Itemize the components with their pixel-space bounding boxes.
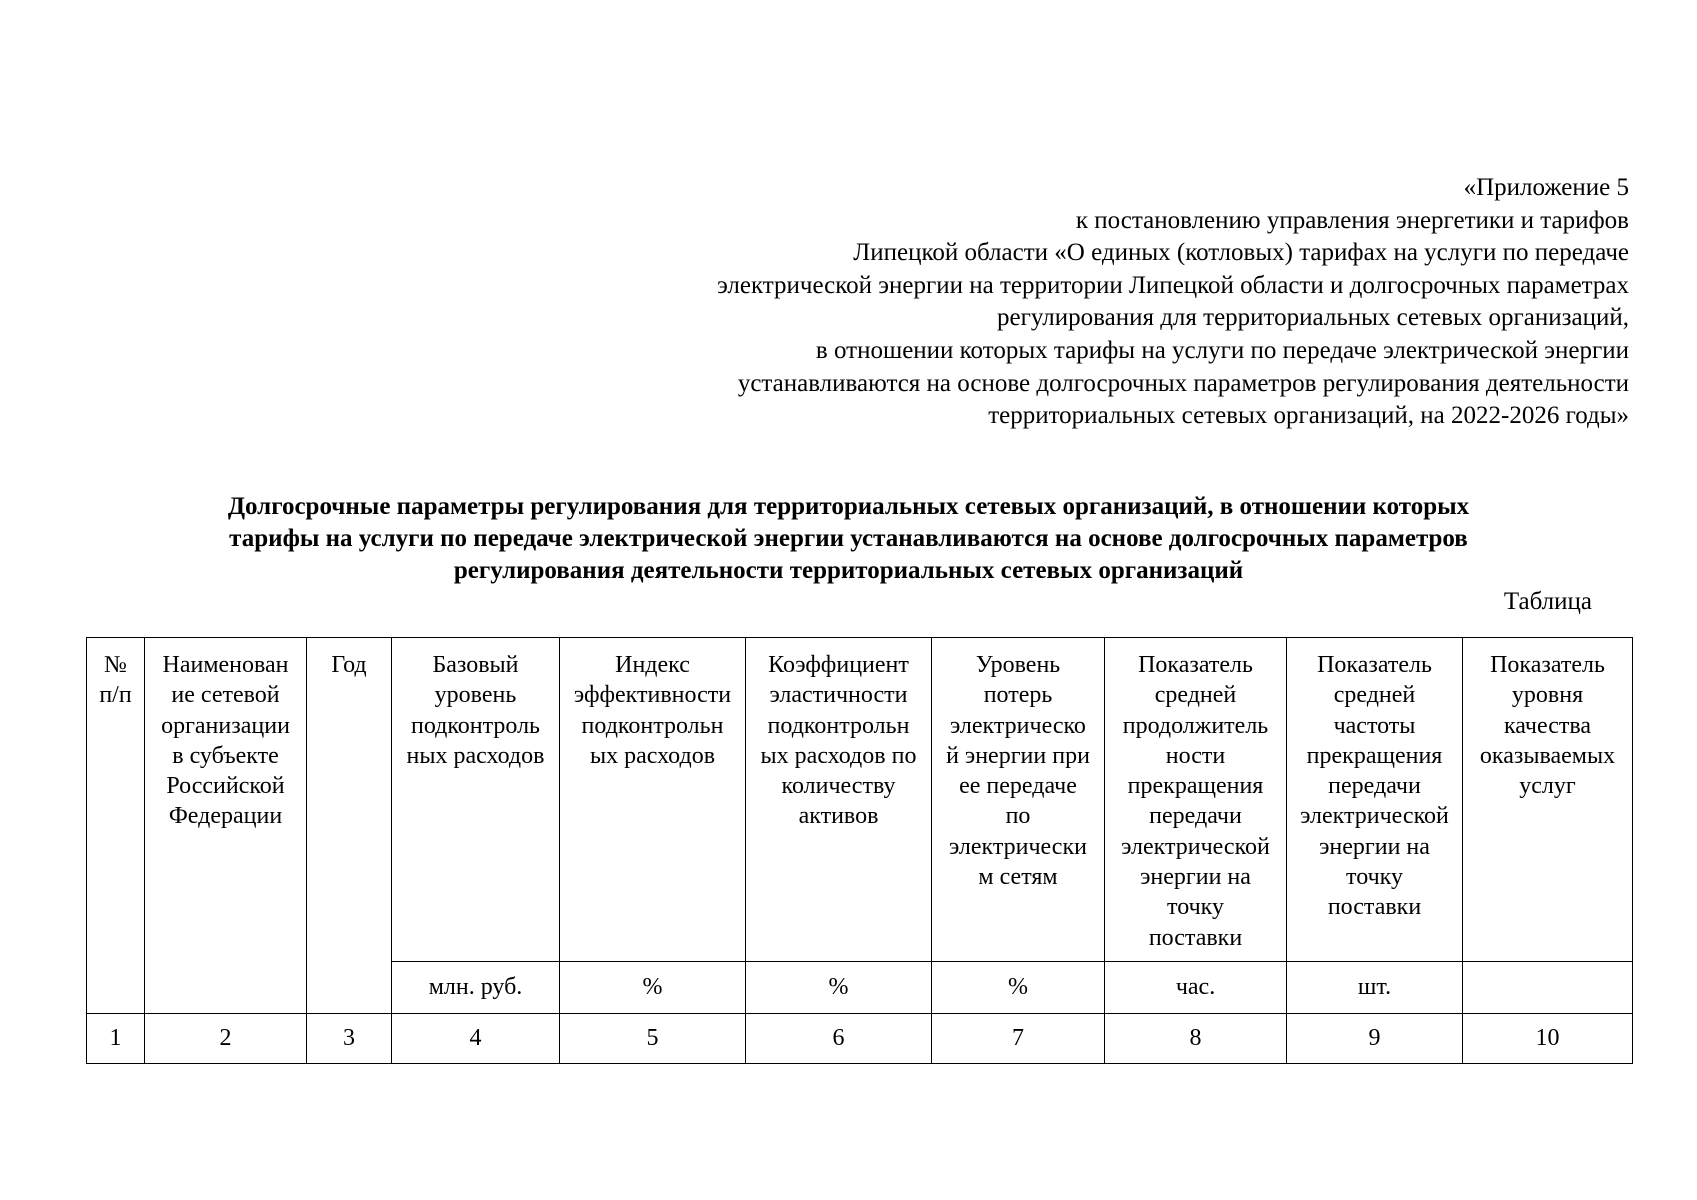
header-line: подконтроль xyxy=(410,712,541,739)
column-number-cell: 1 xyxy=(87,1014,145,1064)
header-line: по xyxy=(1005,803,1031,830)
header-line: ее передаче xyxy=(959,773,1077,800)
header-cell-year xyxy=(307,638,392,1014)
header-line: электрическо xyxy=(950,712,1086,739)
header-line: энергии на xyxy=(1140,864,1251,891)
header-line: качества xyxy=(1503,712,1592,739)
header-line: средней xyxy=(1333,682,1416,709)
header-line: ности xyxy=(1165,742,1226,769)
appendix-line: электрической энергии на территории Липецкой области и долгосрочных параметрах xyxy=(717,271,1629,299)
header-line: передачи xyxy=(1328,773,1421,800)
header-line: Индекс xyxy=(615,652,690,678)
unit-cell xyxy=(1463,962,1633,1014)
header-line: ие сетевой xyxy=(171,682,280,709)
header-line: количеству xyxy=(781,773,896,800)
header-line: Показатель xyxy=(1490,652,1605,678)
header-line: прекращения xyxy=(1127,773,1264,800)
header-line: оказываемых xyxy=(1479,742,1616,769)
header-line: точку xyxy=(1167,894,1224,921)
column-number-cell: 6 xyxy=(746,1014,932,1064)
header-cell-elasticity-coefficient xyxy=(746,638,932,962)
header-line: услуг xyxy=(1519,773,1576,800)
header-line: поставки xyxy=(1148,924,1243,951)
header-line: передачи xyxy=(1149,803,1242,830)
header-line: прекращения xyxy=(1306,742,1443,769)
header-line: поставки xyxy=(1327,894,1422,921)
header-line: ных расходов xyxy=(406,742,545,769)
column-number-cell: 2 xyxy=(145,1014,307,1064)
header-line: частоты xyxy=(1333,712,1416,739)
header-line: ых расходов по xyxy=(760,742,917,769)
title-line: регулирования деятельности территориальных сетевых организаций xyxy=(453,557,1244,584)
header-line: Наименован xyxy=(162,652,289,678)
header-cell-number xyxy=(87,638,145,1014)
header-line: й энергии при xyxy=(946,742,1090,769)
header-cell-efficiency-index xyxy=(560,638,746,962)
header-line: организации xyxy=(161,712,290,739)
header-line: Уровень xyxy=(975,652,1061,678)
header-cell-loss-level xyxy=(932,638,1105,962)
header-line: активов xyxy=(798,803,879,830)
unit-cell: % xyxy=(746,962,932,1014)
column-number-cell: 7 xyxy=(932,1014,1105,1064)
header-line: эластичности xyxy=(769,682,908,709)
header-line: точку xyxy=(1346,864,1403,891)
column-number-cell: 8 xyxy=(1105,1014,1287,1064)
appendix-line: в отношении которых тарифы на услуги по передаче электрической энергии xyxy=(815,336,1629,364)
header-cell-service-quality xyxy=(1463,638,1633,962)
appendix-header xyxy=(717,172,1629,433)
column-number-cell: 3 xyxy=(307,1014,392,1064)
column-number-cell: 10 xyxy=(1463,1014,1633,1064)
document-title xyxy=(80,491,1617,587)
header-line: Показатель xyxy=(1138,652,1253,678)
unit-cell: млн. руб. xyxy=(392,962,560,1014)
header-line: п/п xyxy=(99,682,132,709)
title-line: Долгосрочные параметры регулирования для территориальных сетевых организаций, в отношении которых xyxy=(227,493,1470,520)
column-number-cell: 9 xyxy=(1287,1014,1463,1064)
unit-cell: шт. xyxy=(1287,962,1463,1014)
unit-cell: час. xyxy=(1105,962,1287,1014)
header-line: эффективности xyxy=(573,682,732,709)
header-line: уровень xyxy=(434,682,517,709)
header-line: Федерации xyxy=(168,803,283,830)
header-line: ых расходов xyxy=(589,742,716,769)
header-line: в субъекте xyxy=(172,742,279,769)
header-line: продолжитель xyxy=(1122,712,1269,739)
header-line: Базовый xyxy=(432,652,519,678)
column-number-cell: 4 xyxy=(392,1014,560,1064)
unit-cell: % xyxy=(560,962,746,1014)
appendix-line: «Приложение 5 xyxy=(1463,174,1629,201)
header-line: средней xyxy=(1154,682,1237,709)
column-number-cell: 5 xyxy=(560,1014,746,1064)
header-line: № xyxy=(104,652,127,678)
header-line: м сетям xyxy=(978,864,1058,891)
appendix-line: к постановлению управления энергетики и тарифов xyxy=(1075,206,1629,234)
header-line: электрической xyxy=(1300,803,1449,830)
header-cell-base-expenses xyxy=(392,638,560,962)
appendix-line: территориальных сетевых организаций, на 2022-2026 годы» xyxy=(988,402,1629,430)
header-line: подконтрольн xyxy=(767,712,910,739)
header-line: Российской xyxy=(166,773,285,800)
header-line: электрической xyxy=(1121,833,1270,860)
appendix-line: Липецкой области «О единых (котловых) тарифах на услуги по передаче xyxy=(853,239,1629,267)
header-line: уровня xyxy=(1511,682,1584,709)
table-label: Таблица xyxy=(1503,588,1592,615)
appendix-line: устанавливаются на основе долгосрочных параметров регулирования деятельности xyxy=(737,369,1629,397)
header-cell-organization xyxy=(145,638,307,1014)
header-line: подконтрольн xyxy=(581,712,724,739)
header-cell-interruption-duration xyxy=(1105,638,1287,962)
header-line: энергии на xyxy=(1319,833,1430,860)
parameters-table xyxy=(86,637,1633,1064)
header-cell-interruption-frequency xyxy=(1287,638,1463,962)
header-line: электрически xyxy=(949,833,1087,860)
header-line: Год xyxy=(331,652,367,678)
unit-cell: % xyxy=(932,962,1105,1014)
title-line: тарифы на услуги по передаче электрической энергии устанавливаются на основе долгосрочных параметров xyxy=(229,525,1468,552)
appendix-line: регулирования для территориальных сетевых организаций, xyxy=(997,304,1629,332)
header-line: потерь xyxy=(983,682,1053,709)
header-line: Коэффициент xyxy=(768,652,909,678)
header-line: Показатель xyxy=(1317,652,1432,678)
